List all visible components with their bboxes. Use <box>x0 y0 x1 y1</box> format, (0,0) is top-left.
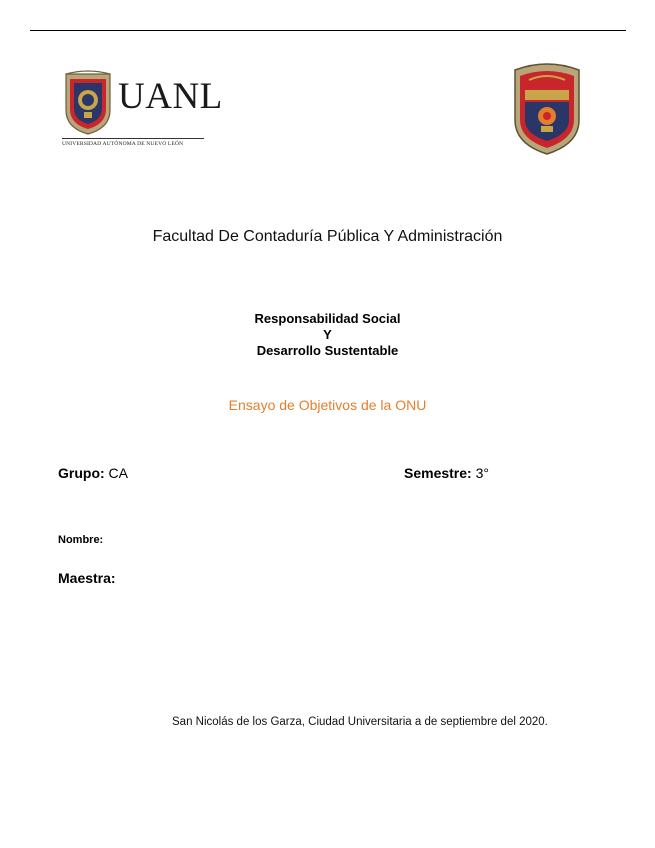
grupo-value: CA <box>108 465 128 481</box>
top-rule <box>30 30 626 31</box>
subject-line-2: Y <box>323 327 332 342</box>
uanl-logo <box>62 70 223 162</box>
uanl-subtitle: UNIVERSIDAD AUTÓNOMA DE NUEVO LEÓN <box>62 141 184 147</box>
footer-place-date: San Nicolás de los Garza, Ciudad Universitaria a de septiembre del 2020. <box>172 716 548 728</box>
uanl-shield-icon <box>62 70 114 136</box>
essay-title: Ensayo de Objetivos de la ONU <box>228 397 427 413</box>
subject-line-1: Responsabilidad Social <box>254 311 401 326</box>
faculty-title: Facultad De Contaduría Pública Y Administración <box>152 228 503 245</box>
semestre-field <box>404 465 489 481</box>
maestra-label: Maestra: <box>58 570 116 586</box>
semestre-value: 3° <box>475 465 489 481</box>
grupo-label: Grupo: <box>58 465 105 481</box>
faculty-crest-icon <box>511 60 583 156</box>
uanl-rule <box>62 138 204 139</box>
grupo-field <box>58 465 128 481</box>
nombre-label: Nombre: <box>58 534 104 546</box>
semestre-label: Semestre: <box>404 465 472 481</box>
subject-title <box>0 311 655 359</box>
uanl-wordmark: UANL <box>118 76 223 117</box>
subject-line-3: Desarrollo Sustentable <box>256 343 399 358</box>
